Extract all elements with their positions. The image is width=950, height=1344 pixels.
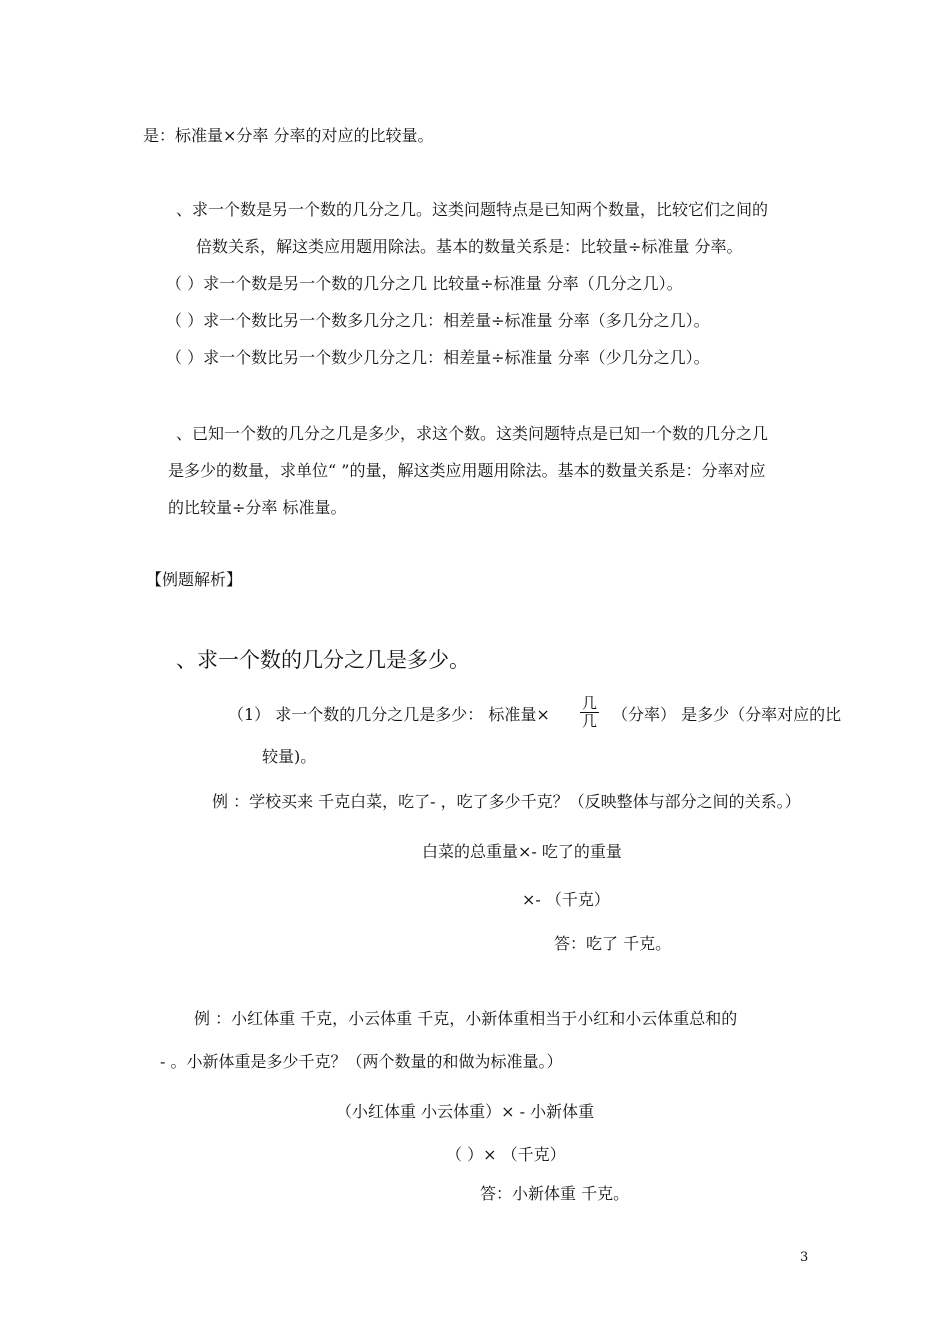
example-1-calculation: ×- （千克）: [522, 890, 610, 909]
example-2-question-line-1: 例 ：小红体重 千克，小云体重 千克，小新体重相当于小红和小云体重总和的: [194, 1009, 738, 1028]
text-line-9: 的比较量÷分率 标准量。: [168, 498, 347, 517]
text-line-12a: （1） 求一个数的几分之几是多少： 标准量×: [228, 705, 550, 724]
example-1-answer: 答：吃了 千克。: [554, 934, 672, 953]
section-heading-examples: 【例题解析】: [146, 570, 243, 589]
page-number: 3: [800, 1250, 809, 1265]
text-line-4: （ ）求一个数是另一个数的几分之几 比较量÷标准量 分率（几分之几）。: [166, 274, 683, 293]
text-line-7: 、已知一个数的几分之几是多少，求这个数。这类问题特点是已知一个数的几分之几: [176, 424, 769, 443]
example-1-relation: 白菜的总重量×- 吃了的重量: [422, 842, 622, 861]
text-line-12b: （分率） 是多少（分率对应的比: [612, 705, 842, 724]
subsection-heading: 、求一个数的几分之几是多少。: [176, 648, 470, 672]
text-line-1: 是：标准量×分率 分率的对应的比较量。: [143, 126, 434, 145]
text-line-13: 较量)。: [262, 747, 317, 766]
fraction-numerator: 几: [582, 694, 598, 712]
text-line-5: （ ）求一个数比另一个数多几分之几：相差量÷标准量 分率（多几分之几）。: [166, 311, 710, 330]
example-2-answer: 答：小新体重 千克。: [480, 1184, 630, 1203]
text-line-3: 倍数关系，解这类应用题用除法。基本的数量关系是：比较量÷标准量 分率。: [196, 237, 743, 256]
example-2-calculation: （ ）× （千克）: [446, 1145, 566, 1164]
example-2-relation: （小红体重 小云体重）× - 小新体重: [336, 1102, 595, 1121]
fraction-denominator: 几: [582, 712, 598, 730]
text-line-2: 、求一个数是另一个数的几分之几。这类问题特点是已知两个数量，比较它们之间的: [176, 200, 769, 219]
text-line-6: （ ）求一个数比另一个数少几分之几：相差量÷标准量 分率（少几分之几）。: [166, 348, 710, 367]
example-2-question-line-2: - 。小新体重是多少千克？（两个数量的和做为标准量。）: [160, 1052, 563, 1071]
text-line-8: 是多少的数量，求单位“ ”的量，解这类应用题用除法。基本的数量关系是：分率对应: [168, 461, 766, 480]
fraction-ji-over-ji: [580, 695, 599, 730]
example-1-question: 例 ：学校买来 千克白菜，吃了- ，吃了多少千克？（反映整体与部分之间的关系。）: [212, 792, 801, 811]
